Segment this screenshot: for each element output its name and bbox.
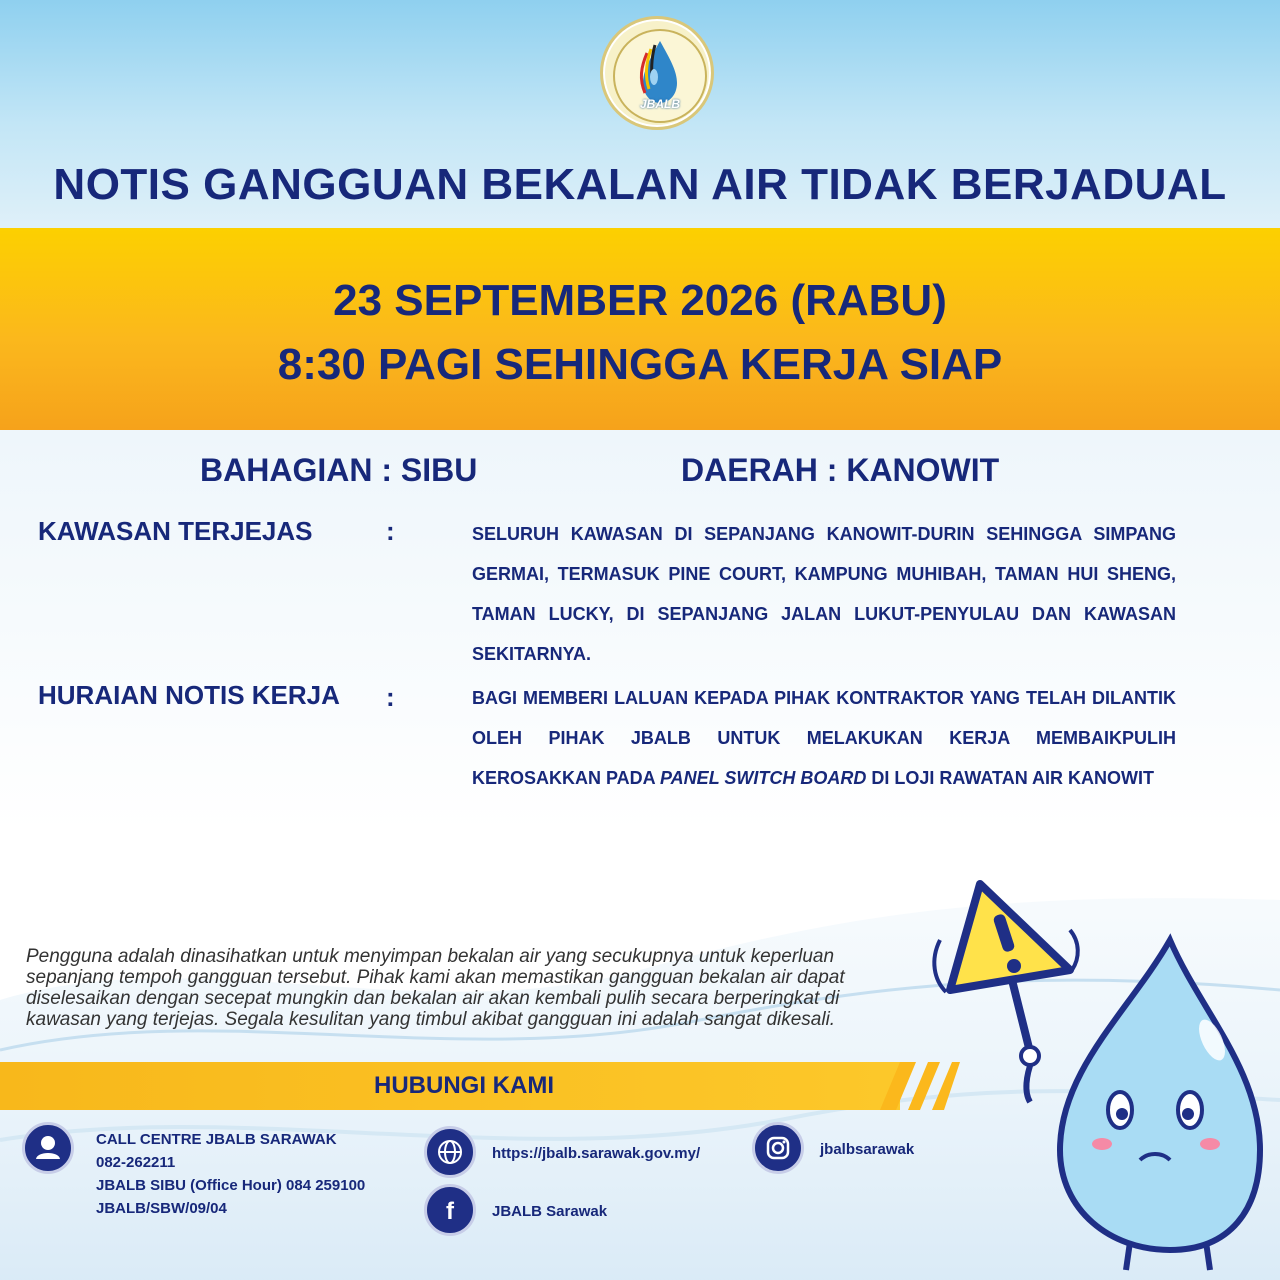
work-text-after: DI LOJI RAWATAN AIR KANOWIT <box>866 768 1155 788</box>
work-text-before: BAGI MEMBERI LALUAN KEPADA PIHAK KONTRAKTOR YANG TELAH DILANTIK OLEH PIHAK JBALB UNTUK MELAKUKAN KERJA MEMBAIKPULIH KEROSAKKAN PADA <box>472 688 1176 788</box>
division-label: BAHAGIAN : SIBU <box>200 452 478 488</box>
affected-area-label: KAWASAN TERJEJAS <box>38 516 313 546</box>
work-notice-text <box>472 678 1176 798</box>
facebook-link[interactable]: JBALB Sarawak <box>492 1203 608 1220</box>
website-link[interactable]: https://jbalb.sarawak.gov.my/ <box>492 1145 701 1162</box>
work-colon: : <box>386 682 395 712</box>
contact-title: HUBUNGI KAMI <box>374 1072 554 1099</box>
warning-sign-icon <box>934 884 1077 1060</box>
globe-icon[interactable] <box>424 1126 476 1178</box>
instagram-icon[interactable] <box>752 1122 804 1174</box>
disruption-date: 23 SEPTEMBER 2026 (RABU) <box>333 276 947 325</box>
advice-paragraph: Pengguna adalah dinasihatkan untuk menyimpan bekalan air yang secukupnya untuk keperluan sepanjang tempoh gangguan tersebut. Pihak kami akan memastikan gangguan bekalan air dapat diselesaikan dengan secepat mungkin dan bekalan air akan kembali pulih secara berperingkat di kawasan yang terjejas. Segala kesulitan yang timbul akibat gangguan ini adalah sangat dikesali. <box>26 946 845 1030</box>
facebook-icon[interactable] <box>424 1184 476 1236</box>
call-centre-number[interactable]: 082-262211 <box>96 1154 176 1171</box>
jbalb-logo <box>600 16 714 130</box>
work-notice-label: HURAIAN NOTIS KERJA <box>38 680 340 710</box>
water-drop-mascot <box>920 870 1280 1280</box>
svg-text:f: f <box>446 1198 454 1225</box>
schedule-band <box>0 228 1280 430</box>
logo-label: JBALB <box>639 97 680 111</box>
affected-area-text: SELURUH KAWASAN DI SEPANJANG KANOWIT-DURIN SEHINGGA SIMPANG GERMAI, TERMASUK PINE COURT, KAMPUNG MUHIBAH, TAMAN HUI SHENG, TAMAN LUCKY, DI SEPANJANG JALAN LUKUT-PENYULAU DAN KAWASAN SEKITARNYA. <box>472 524 1176 664</box>
district-label: DAERAH : KANOWIT <box>681 452 1000 488</box>
disruption-time: 8:30 PAGI SEHINGGA KERJA SIAP <box>277 340 1003 389</box>
office-number[interactable]: JBALB SIBU (Office Hour) 084 259100 <box>96 1177 366 1194</box>
page-title: NOTIS GANGGUAN BEKALAN AIR TIDAK BERJADUAL <box>53 160 1227 209</box>
work-text-italic: PANEL SWITCH BOARD <box>660 768 867 788</box>
affected-colon: : <box>386 516 395 546</box>
call-centre-label: CALL CENTRE JBALB SARAWAK <box>96 1131 337 1148</box>
instagram-link[interactable]: jbalbsarawak <box>820 1141 915 1158</box>
reference-number: JBALB/SBW/09/04 <box>96 1200 227 1217</box>
contact-details <box>96 1128 365 1220</box>
person-icon <box>22 1122 74 1174</box>
